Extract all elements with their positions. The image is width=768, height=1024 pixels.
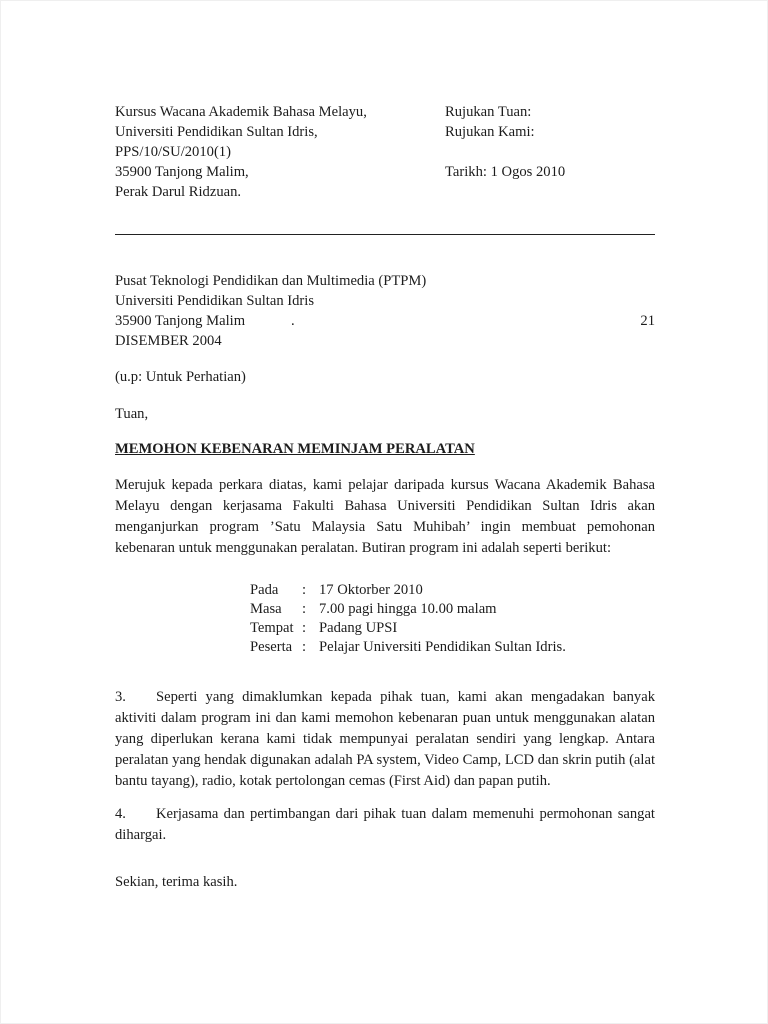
sender-address-line: Perak Darul Ridzuan. bbox=[115, 184, 242, 200]
rujukan-tuan-label: Rujukan Tuan: bbox=[445, 104, 532, 120]
salutation: Tuan, bbox=[115, 406, 149, 422]
sender-address-line: PPS/10/SU/2010(1) bbox=[115, 144, 231, 160]
letterhead bbox=[115, 102, 655, 202]
sender-address-line: 35900 Tanjong Malim, bbox=[115, 164, 249, 180]
paragraph-intro: Merujuk kepada perkara diatas, kami pelajar daripada kursus Wacana Akademik Bahasa Melayu dengan kerjasama Fakulti Bahasa Universiti Pendidikan Sultan Idris akan menganjurkan program ’Satu Malaysia Satu Muhibah’ ingin membuat pemohonan kebenaran untuk menggunakan peralatan. Butiran program ini adalah seperti berikut: bbox=[115, 477, 655, 556]
horizontal-rule bbox=[115, 234, 655, 235]
detail-separator: : bbox=[302, 582, 307, 598]
date-day-number: 21 bbox=[640, 313, 655, 329]
paragraph-4-text: Kerjasama dan pertimbangan dari pihak tuan dalam memenuhi permohonan sangat dihargai. bbox=[115, 806, 655, 843]
detail-separator: : bbox=[302, 639, 307, 655]
tarikh-line: Tarikh: 1 Ogos 2010 bbox=[445, 164, 566, 180]
detail-value: 7.00 pagi hingga 10.00 malam bbox=[319, 601, 497, 617]
letter-content bbox=[115, 0, 655, 892]
detail-label: Pada bbox=[250, 582, 279, 598]
detail-row bbox=[250, 638, 655, 657]
detail-separator: : bbox=[302, 601, 307, 617]
recipient-line: Pusat Teknologi Pendidikan dan Multimedia (PTPM) bbox=[115, 273, 427, 289]
detail-row bbox=[250, 619, 655, 638]
sender-address bbox=[115, 102, 445, 202]
recipient-line: Universiti Pendidikan Sultan Idris bbox=[115, 293, 315, 309]
paragraph-4-number: 4. bbox=[115, 806, 126, 822]
rujukan-kami-label: Rujukan Kami: bbox=[445, 124, 535, 140]
recipient-line: DISEMBER 2004 bbox=[115, 333, 222, 349]
sender-address-line: Universiti Pendidikan Sultan Idris, bbox=[115, 124, 318, 140]
closing-line: Sekian, terima kasih. bbox=[115, 874, 238, 890]
detail-value: 17 Oktorber 2010 bbox=[319, 582, 423, 598]
subject-heading bbox=[115, 439, 655, 459]
detail-label: Masa bbox=[250, 601, 282, 617]
detail-label: Tempat bbox=[250, 620, 294, 636]
detail-row bbox=[250, 600, 655, 619]
reference-blank-line bbox=[445, 142, 655, 162]
detail-value: Padang UPSI bbox=[319, 620, 398, 636]
line3-period: . bbox=[291, 313, 295, 329]
recipient-line bbox=[115, 311, 655, 331]
paragraph-3-number: 3. bbox=[115, 689, 126, 705]
subject-heading-text: MEMOHON KEBENARAN MEMINJAM PERALATAN bbox=[115, 441, 475, 457]
recipient-address bbox=[115, 271, 655, 351]
detail-separator: : bbox=[302, 620, 307, 636]
recipient-city: 35900 Tanjong Malim bbox=[115, 313, 246, 329]
reference-block bbox=[445, 102, 655, 202]
program-details bbox=[250, 581, 655, 657]
detail-value: Pelajar Universiti Pendidikan Sultan Idris. bbox=[319, 639, 566, 655]
sender-address-line: Kursus Wacana Akademik Bahasa Melayu, bbox=[115, 104, 367, 120]
paragraph-3-text: Seperti yang dimaklumkan kepada pihak tuan, kami akan mengadakan banyak aktiviti dalam program ini dan kami memohon kebenaran puan untuk menggunakan alatan yang diperlukan kerana kami tidak mempunyai peralatan sendiri yang lengkap. Antara peralatan yang hendak digunakan adalah PA system, Video Camp, LCD dan skrin putih (alat bantu tayang), radio, kotak pertolongan cemas (First Aid) dan papan putih. bbox=[115, 689, 655, 789]
attention-line: (u.p: Untuk Perhatian) bbox=[115, 369, 246, 385]
paragraph-4 bbox=[115, 804, 655, 846]
detail-label: Peserta bbox=[250, 639, 293, 655]
detail-row bbox=[250, 581, 655, 600]
paragraph-3 bbox=[115, 687, 655, 792]
